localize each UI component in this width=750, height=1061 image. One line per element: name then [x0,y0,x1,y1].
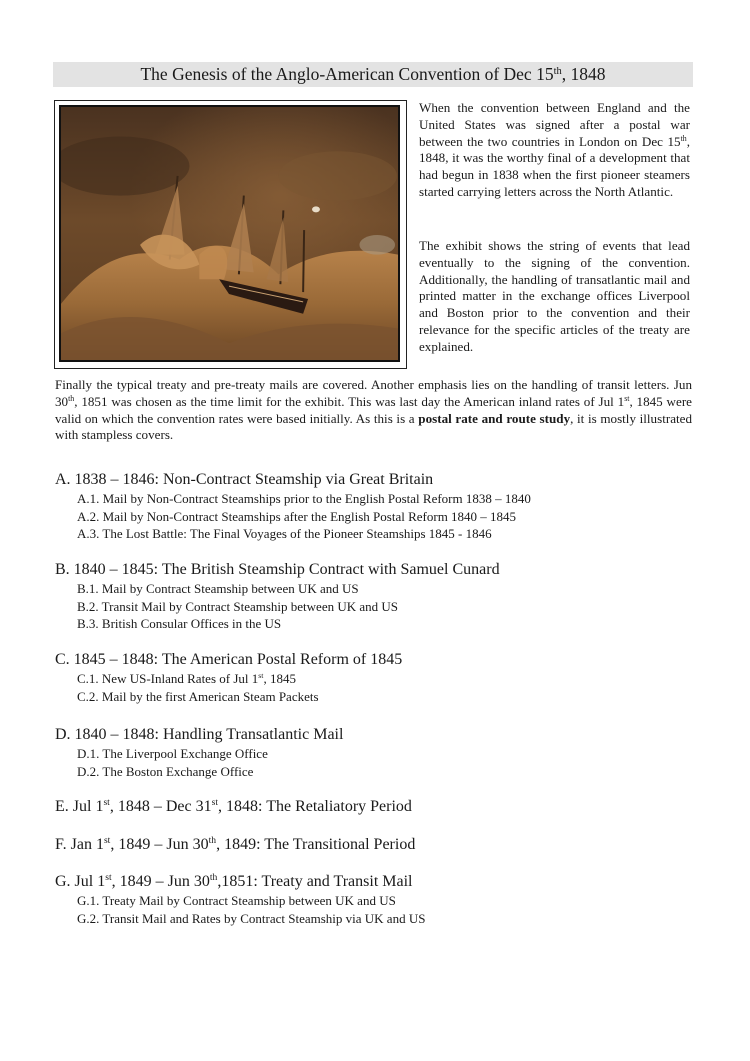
heading-text: G. Jul 1 [55,873,106,890]
title-superscript: th [553,65,562,77]
heading-text: , 1848 – Dec 31 [109,798,212,815]
intro-text: When the convention between England and the United States was signed after a postal war between the two countries in London on Dec 15 [419,100,690,149]
heading-sup: th [209,872,218,884]
section-a [55,470,695,543]
heading-text: , 1849 – Jun 30 [111,873,210,890]
summary-emphasis: postal rate and route study [418,410,571,426]
painting-frame [54,100,407,369]
section-item: B.2. Transit Mail by Contract Steamship between UK and US [77,598,399,614]
section-item: A.1. Mail by Non-Contract Steamships prior to the English Postal Reform 1838 – 1840 [77,491,531,506]
section-item: B.3. British Consular Offices in the US [77,616,282,631]
intro-superscript: th [680,133,687,143]
summary-paragraph [55,377,692,444]
heading-text: , 1848: The Retaliatory Period [218,798,412,815]
section-heading: C. 1845 – 1848: The American Postal Reform of 1845 [55,651,403,668]
section-e [55,797,695,817]
section-heading: B. 1840 – 1845: The British Steamship Contract with Samuel Cunard [55,561,500,578]
title-text-end: , 1848 [561,64,606,84]
item-text: C.1. New US-Inland Rates of Jul 1 [77,671,259,686]
intro-paragraph-1 [419,100,690,201]
summary-text-a: Finally the typical treaty and pre-treaty mails are covered. Another emphasis lies on the handling of transit letters. Jun 30 [55,377,692,409]
intro-text-2: The exhibit shows the string of events that lead eventually to the signing of the convention. Additionally, the handling of transatlantic mail and printed matter in the exchange offices Liverpool and Boston prior to the convention and their relevance for the specific articles of the treaty are explained. [419,238,690,354]
summary-text-b: , 1851 was chosen as the time limit for the exhibit. This was last day the American inland rates of Jul 1 [74,393,625,409]
section-item: D.1. The Liverpool Exchange Office [77,746,268,761]
heading-text: F. Jan 1 [55,836,104,853]
heading-sup: st [105,872,112,884]
section-b [55,560,695,633]
item-sup: st [258,671,264,681]
section-heading: D. 1840 – 1848: Handling Transatlantic Mail [55,726,344,743]
intro-paragraph-2 [419,238,690,356]
summary-text-c: , 1845 were valid on which the convention rates were based initially. As this is a [55,393,692,426]
section-item: D.2. The Boston Exchange Office [77,763,254,779]
page-title [53,62,693,87]
heading-sup: st [211,797,219,809]
section-heading [55,872,695,892]
heading-text: , 1849: The Transitional Period [216,836,416,853]
section-c [55,650,695,705]
section-item: C.2. Mail by the first American Steam Packets [77,688,319,704]
section-g [55,872,695,927]
section-item [77,670,695,688]
section-f [55,835,695,855]
intro-text-end: , 1848, it was the worthy final of a development that had begun in 1838 when the first pioneer steamers started carrying letters across the North Atlantic. [419,133,690,199]
summary-sup-b: st [624,393,630,403]
section-item: G.2. Transit Mail and Rates by Contract Steamship via UK and US [77,910,426,926]
summary-text-d: , it is mostly illustrated with stampless covers. [55,410,693,443]
heading-sup: th [208,835,217,847]
section-item: A.2. Mail by Non-Contract Steamships after the English Postal Reform 1840 – 1845 [77,508,517,524]
section-item: A.3. The Lost Battle: The Final Voyages of the Pioneer Steamships 1845 - 1846 [77,526,492,541]
section-heading: A. 1838 – 1846: Non-Contract Steamship via Great Britain [55,471,434,488]
item-text-end: , 1845 [263,671,296,686]
heading-sup: st [103,797,110,809]
section-d [55,725,695,780]
section-item: G.1. Treaty Mail by Contract Steamship between UK and US [77,893,396,908]
steamship-storm-painting [59,105,400,362]
section-heading [55,797,695,817]
heading-text: E. Jul 1 [55,798,104,815]
title-text: The Genesis of the Anglo-American Convention of Dec 15 [140,64,554,84]
section-item: B.1. Mail by Contract Steamship between UK and US [77,581,359,596]
painting-illustration [61,107,398,360]
heading-text: ,1851: Treaty and Transit Mail [217,873,413,890]
heading-sup: st [103,835,111,847]
section-heading [55,835,695,855]
summary-sup-a: th [68,393,75,403]
heading-text: , 1849 – Jun 30 [110,836,209,853]
